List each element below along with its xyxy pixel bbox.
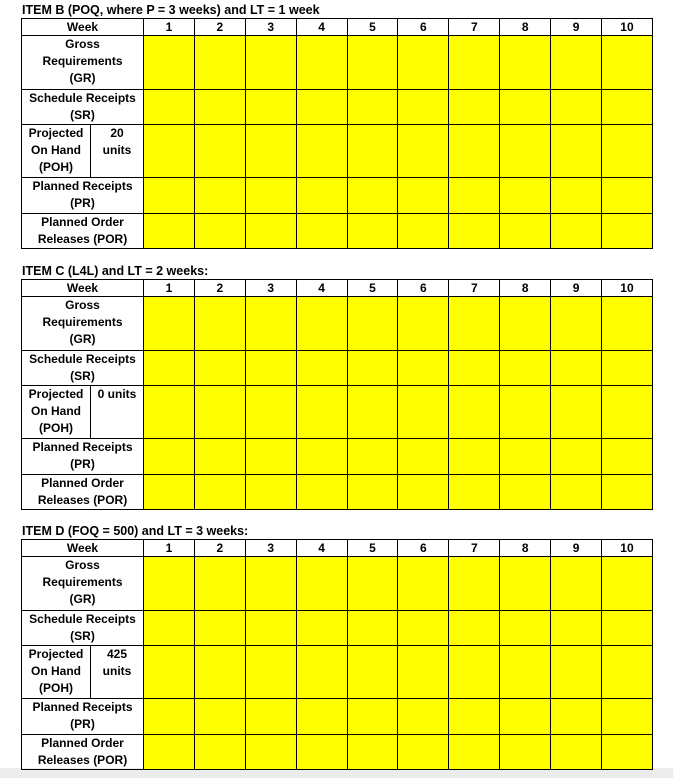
mrp-table (21, 18, 653, 249)
week-number: 5 (347, 19, 398, 36)
input-cell[interactable] (602, 475, 653, 510)
input-cell[interactable] (398, 178, 449, 214)
input-cell[interactable] (398, 735, 449, 770)
input-cell[interactable] (500, 557, 551, 611)
table-row (22, 351, 653, 386)
week-number: 2 (194, 280, 245, 297)
input-cell[interactable] (449, 90, 500, 125)
input-cell[interactable] (194, 475, 245, 510)
week-number: 7 (449, 280, 500, 297)
input-cell[interactable] (347, 351, 398, 386)
input-cell[interactable] (398, 646, 449, 699)
week-number: 8 (500, 19, 551, 36)
table-row (22, 36, 653, 90)
input-cell[interactable] (144, 90, 195, 125)
row-label: Projected On Hand (POH) (28, 647, 84, 695)
row-label: Schedule Receipts (SR) (29, 352, 136, 383)
input-cell[interactable] (449, 557, 500, 611)
input-cell[interactable] (296, 125, 347, 178)
input-cell[interactable] (296, 557, 347, 611)
input-cell[interactable] (245, 214, 296, 249)
initial-on-hand-value: 20 units (102, 126, 132, 157)
week-header-row (22, 540, 653, 557)
input-cell[interactable] (296, 178, 347, 214)
input-cell[interactable] (144, 646, 195, 699)
input-cell[interactable] (500, 214, 551, 249)
input-cell[interactable] (398, 439, 449, 475)
row-label-cell (22, 475, 144, 510)
input-cell[interactable] (347, 735, 398, 770)
input-cell[interactable] (144, 611, 195, 646)
week-number: 3 (245, 280, 296, 297)
input-cell[interactable] (296, 214, 347, 249)
input-cell[interactable] (144, 699, 195, 735)
week-header-row (22, 280, 653, 297)
table-row (22, 386, 653, 439)
table-row (22, 178, 653, 214)
input-cell[interactable] (551, 297, 602, 351)
week-number: 3 (245, 19, 296, 36)
input-cell[interactable] (500, 735, 551, 770)
table-row (22, 475, 653, 510)
initial-on-hand-value: 425 units (102, 647, 132, 678)
week-number: 4 (296, 19, 347, 36)
input-cell[interactable] (398, 125, 449, 178)
input-cell[interactable] (500, 699, 551, 735)
row-label-cell (22, 90, 144, 125)
row-label-cell (22, 351, 144, 386)
input-cell[interactable] (500, 475, 551, 510)
input-cell[interactable] (449, 735, 500, 770)
input-cell[interactable] (398, 475, 449, 510)
input-cell[interactable] (144, 735, 195, 770)
input-cell[interactable] (551, 557, 602, 611)
input-cell[interactable] (245, 475, 296, 510)
week-number: 3 (245, 540, 296, 557)
table-row (22, 557, 653, 611)
input-cell[interactable] (296, 699, 347, 735)
input-cell[interactable] (194, 611, 245, 646)
input-cell[interactable] (245, 297, 296, 351)
week-number: 4 (296, 540, 347, 557)
input-cell[interactable] (194, 297, 245, 351)
input-cell[interactable] (449, 475, 500, 510)
input-cell[interactable] (347, 214, 398, 249)
table-row (22, 439, 653, 475)
row-label-cell (22, 386, 144, 439)
input-cell[interactable] (398, 90, 449, 125)
input-cell[interactable] (194, 125, 245, 178)
input-cell[interactable] (194, 351, 245, 386)
row-label: Planned Order Releases (POR) (37, 476, 128, 507)
input-cell[interactable] (398, 611, 449, 646)
week-number: 1 (144, 280, 195, 297)
week-number: 2 (194, 19, 245, 36)
row-label-cell (22, 735, 144, 770)
input-cell[interactable] (551, 735, 602, 770)
input-cell[interactable] (296, 735, 347, 770)
section-title: ITEM D (FOQ = 500) and LT = 3 weeks: (22, 524, 249, 538)
input-cell[interactable] (551, 90, 602, 125)
input-cell[interactable] (144, 475, 195, 510)
input-cell[interactable] (144, 557, 195, 611)
input-cell[interactable] (398, 351, 449, 386)
input-cell[interactable] (194, 646, 245, 699)
input-cell[interactable] (602, 297, 653, 351)
mrp-table (21, 539, 653, 770)
input-cell[interactable] (296, 36, 347, 90)
input-cell[interactable] (500, 386, 551, 439)
section-title: ITEM C (L4L) and LT = 2 weeks: (22, 264, 209, 278)
input-cell[interactable] (296, 351, 347, 386)
input-cell[interactable] (245, 351, 296, 386)
input-cell[interactable] (296, 646, 347, 699)
row-label: Schedule Receipts (SR) (29, 91, 136, 122)
week-number: 6 (398, 540, 449, 557)
input-cell[interactable] (398, 214, 449, 249)
week-number: 10 (602, 280, 653, 297)
row-label-cell (22, 611, 144, 646)
input-cell[interactable] (449, 214, 500, 249)
input-cell[interactable] (602, 178, 653, 214)
input-cell[interactable] (500, 178, 551, 214)
week-number: 8 (500, 280, 551, 297)
input-cell[interactable] (144, 178, 195, 214)
week-number: 8 (500, 540, 551, 557)
input-cell[interactable] (449, 36, 500, 90)
input-cell[interactable] (602, 90, 653, 125)
input-cell[interactable] (347, 178, 398, 214)
input-cell[interactable] (602, 735, 653, 770)
input-cell[interactable] (347, 646, 398, 699)
input-cell[interactable] (245, 699, 296, 735)
input-cell[interactable] (347, 386, 398, 439)
input-cell[interactable] (347, 611, 398, 646)
input-cell[interactable] (245, 386, 296, 439)
table-row (22, 646, 653, 699)
week-number: 2 (194, 540, 245, 557)
week-label: Week (22, 19, 144, 36)
input-cell[interactable] (245, 735, 296, 770)
input-cell[interactable] (194, 735, 245, 770)
row-label-cell (22, 36, 144, 90)
input-cell[interactable] (551, 646, 602, 699)
input-cell[interactable] (144, 214, 195, 249)
mrp-section-1 (21, 3, 652, 249)
week-number: 7 (449, 540, 500, 557)
input-cell[interactable] (347, 557, 398, 611)
input-cell[interactable] (449, 611, 500, 646)
input-cell[interactable] (347, 36, 398, 90)
week-label: Week (22, 280, 144, 297)
input-cell[interactable] (449, 646, 500, 699)
input-cell[interactable] (245, 557, 296, 611)
week-number: 4 (296, 280, 347, 297)
week-number: 10 (602, 540, 653, 557)
table-row (22, 699, 653, 735)
week-header-row (22, 19, 653, 36)
row-label-cell (22, 214, 144, 249)
input-cell[interactable] (602, 125, 653, 178)
mrp-section-2 (21, 264, 652, 510)
week-number: 10 (602, 19, 653, 36)
row-label: Planned Receipts (PR) (32, 179, 133, 210)
row-label: Projected On Hand (POH) (28, 387, 84, 435)
input-cell[interactable] (602, 646, 653, 699)
input-cell[interactable] (245, 439, 296, 475)
row-label: Planned Order Releases (POR) (37, 736, 128, 767)
row-label: Schedule Receipts (SR) (29, 612, 136, 643)
input-cell[interactable] (245, 90, 296, 125)
input-cell[interactable] (194, 439, 245, 475)
input-cell[interactable] (144, 297, 195, 351)
row-label-cell (22, 439, 144, 475)
table-row (22, 125, 653, 178)
input-cell[interactable] (144, 439, 195, 475)
week-number: 1 (144, 19, 195, 36)
row-label: Planned Receipts (PR) (32, 700, 133, 731)
week-number: 9 (551, 280, 602, 297)
input-cell[interactable] (449, 439, 500, 475)
input-cell[interactable] (551, 351, 602, 386)
input-cell[interactable] (551, 36, 602, 90)
input-cell[interactable] (500, 646, 551, 699)
input-cell[interactable] (500, 297, 551, 351)
input-cell[interactable] (144, 351, 195, 386)
input-cell[interactable] (245, 646, 296, 699)
input-cell[interactable] (500, 351, 551, 386)
row-label-cell (22, 646, 144, 699)
section-title: ITEM B (POQ, where P = 3 weeks) and LT = 1 week (22, 3, 320, 17)
week-number: 9 (551, 19, 602, 36)
row-label: Projected On Hand (POH) (28, 126, 84, 174)
week-number: 1 (144, 540, 195, 557)
input-cell[interactable] (296, 611, 347, 646)
input-cell[interactable] (398, 297, 449, 351)
input-cell[interactable] (398, 36, 449, 90)
input-cell[interactable] (296, 386, 347, 439)
mrp-section-3 (21, 524, 652, 770)
input-cell[interactable] (194, 699, 245, 735)
input-cell[interactable] (296, 475, 347, 510)
table-row (22, 214, 653, 249)
week-number: 5 (347, 540, 398, 557)
input-cell[interactable] (296, 297, 347, 351)
table-row (22, 735, 653, 770)
initial-on-hand-value: 0 units (97, 387, 137, 401)
input-cell[interactable] (551, 699, 602, 735)
row-label-cell (22, 557, 144, 611)
input-cell[interactable] (500, 439, 551, 475)
input-cell[interactable] (551, 386, 602, 439)
input-cell[interactable] (194, 36, 245, 90)
input-cell[interactable] (398, 557, 449, 611)
week-number: 5 (347, 280, 398, 297)
input-cell[interactable] (449, 699, 500, 735)
input-cell[interactable] (602, 439, 653, 475)
row-label: Gross Requirements (GR) (42, 298, 123, 346)
input-cell[interactable] (551, 611, 602, 646)
input-cell[interactable] (347, 90, 398, 125)
input-cell[interactable] (296, 439, 347, 475)
row-label-cell (22, 178, 144, 214)
input-cell[interactable] (500, 36, 551, 90)
input-cell[interactable] (602, 214, 653, 249)
week-number: 9 (551, 540, 602, 557)
row-label-cell (22, 297, 144, 351)
input-cell[interactable] (449, 297, 500, 351)
input-cell[interactable] (347, 297, 398, 351)
input-cell[interactable] (602, 386, 653, 439)
input-cell[interactable] (194, 386, 245, 439)
week-number: 6 (398, 280, 449, 297)
input-cell[interactable] (449, 351, 500, 386)
table-row (22, 297, 653, 351)
week-number: 6 (398, 19, 449, 36)
input-cell[interactable] (449, 125, 500, 178)
week-number: 7 (449, 19, 500, 36)
input-cell[interactable] (194, 178, 245, 214)
input-cell[interactable] (347, 125, 398, 178)
row-label: Planned Order Releases (POR) (37, 215, 128, 246)
input-cell[interactable] (245, 611, 296, 646)
input-cell[interactable] (144, 125, 195, 178)
input-cell[interactable] (551, 125, 602, 178)
row-label-cell (22, 125, 144, 178)
input-cell[interactable] (245, 125, 296, 178)
input-cell[interactable] (245, 178, 296, 214)
row-label: Gross Requirements (GR) (42, 37, 123, 85)
table-row (22, 90, 653, 125)
week-label: Week (22, 540, 144, 557)
input-cell[interactable] (500, 125, 551, 178)
row-label: Gross Requirements (GR) (42, 558, 123, 606)
input-cell[interactable] (551, 439, 602, 475)
input-cell[interactable] (144, 386, 195, 439)
input-cell[interactable] (347, 475, 398, 510)
input-cell[interactable] (500, 90, 551, 125)
mrp-table (21, 279, 653, 510)
input-cell[interactable] (602, 351, 653, 386)
input-cell[interactable] (449, 178, 500, 214)
input-cell[interactable] (398, 386, 449, 439)
input-cell[interactable] (602, 557, 653, 611)
input-cell[interactable] (347, 439, 398, 475)
input-cell[interactable] (602, 36, 653, 90)
input-cell[interactable] (551, 178, 602, 214)
input-cell[interactable] (347, 699, 398, 735)
row-label: Planned Receipts (PR) (32, 440, 133, 471)
input-cell[interactable] (551, 475, 602, 510)
input-cell[interactable] (194, 90, 245, 125)
input-cell[interactable] (602, 699, 653, 735)
row-label-cell (22, 699, 144, 735)
input-cell[interactable] (500, 611, 551, 646)
input-cell[interactable] (245, 36, 296, 90)
input-cell[interactable] (602, 611, 653, 646)
input-cell[interactable] (144, 36, 195, 90)
input-cell[interactable] (296, 90, 347, 125)
input-cell[interactable] (449, 386, 500, 439)
input-cell[interactable] (194, 557, 245, 611)
input-cell[interactable] (398, 699, 449, 735)
input-cell[interactable] (551, 214, 602, 249)
input-cell[interactable] (194, 214, 245, 249)
table-row (22, 611, 653, 646)
